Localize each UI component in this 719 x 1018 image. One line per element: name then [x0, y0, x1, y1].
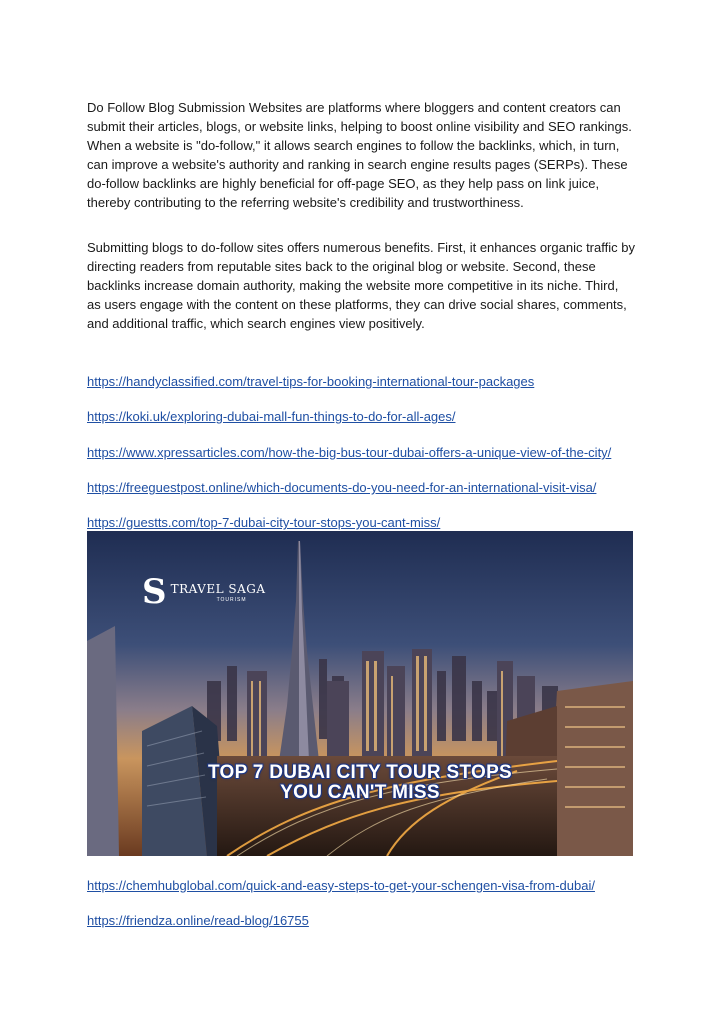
- link-guestts[interactable]: https://guestts.com/top-7-dubai-city-tour-stops-you-cant-miss/: [87, 515, 441, 530]
- logo-name: TRAVEL SAGA: [170, 581, 266, 596]
- logo-mark-icon: S: [142, 572, 167, 612]
- intro-paragraph: Do Follow Blog Submission Websites are platforms where bloggers and content creators can submit their articles, blogs, or website links, helping to boost online visibility and SEO rankings. When a website is "do-follow," it allows search engines to follow the backlinks, which, in turn, can improve a website's authority and ranking in search engine results pages (SERPs). These do-follow backlinks are highly beneficial for off-page SEO, as they help pass on link juice, thereby contributing to the referring website's credibility and trustworthiness.: [87, 100, 632, 210]
- logo-subtitle: TOURISM: [216, 596, 247, 603]
- link-handyclassified[interactable]: https://handyclassified.com/travel-tips-for-booking-international-tour-packages: [87, 374, 535, 389]
- link-friendza[interactable]: https://friendza.online/read-blog/16755: [87, 913, 309, 928]
- link-koki[interactable]: https://koki.uk/exploring-dubai-mall-fun-things-to-do-for-all-ages/: [87, 409, 456, 424]
- link-xpressarticles[interactable]: https://www.xpressarticles.com/how-the-big-bus-tour-dubai-offers-a-unique-view-of-the-city/: [87, 445, 612, 460]
- link-chemhubglobal[interactable]: https://chemhubglobal.com/quick-and-easy-steps-to-get-your-schengen-visa-from-dubai/: [87, 878, 595, 893]
- link-freeguestpost[interactable]: https://freeguestpost.online/which-documents-do-you-need-for-an-international-visit-visa/: [87, 480, 597, 495]
- banner-title-line2: YOU CAN'T MISS: [280, 782, 440, 803]
- travel-saga-logo: [142, 572, 266, 612]
- benefits-paragraph: Submitting blogs to do-follow sites offers numerous benefits. First, it enhances organic traffic by directing readers from reputable sites back to the original blog or website. Second, these backlinks increase domain authority, making the website more competitive in its niche. Third, as users engage with the content on these platforms, they can drive social shares, comments, and additional traffic, which search engines view positively.: [87, 240, 635, 331]
- banner-title-line1: TOP 7 DUBAI CITY TOUR STOPS: [207, 762, 513, 783]
- dubai-skyline-banner: [87, 531, 633, 856]
